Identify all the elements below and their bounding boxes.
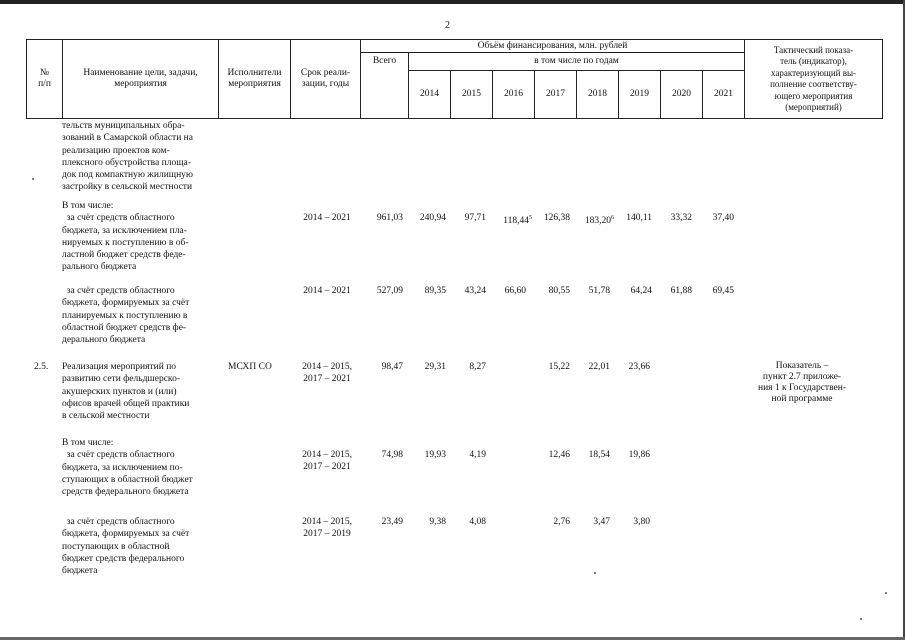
- row-2016: 118,44$^5$: [503, 215, 532, 227]
- row-2019: 3,80: [633, 517, 650, 527]
- row-text: за счёт средств областного бюджета, формируемых за счёт поступающих в областной бюджет средств федерального бюджета: [62, 517, 190, 577]
- row-2016: 66,60: [504, 286, 526, 296]
- scan-top-edge: [0, 0, 905, 4]
- row-2017: 2,76: [553, 517, 570, 527]
- header-year: 2021: [703, 71, 745, 119]
- row-2021: 37,40: [712, 213, 734, 223]
- header-year: 2019: [619, 71, 661, 119]
- row-2019: 19,86: [628, 450, 650, 460]
- row-total: 74,98: [381, 450, 403, 460]
- scan-speck: [32, 178, 34, 180]
- row-2014: 9,38: [429, 517, 446, 527]
- header-year: 2020: [661, 71, 703, 119]
- row-2019: 64,24: [630, 286, 652, 296]
- row-2019: 23,66: [628, 362, 650, 372]
- scan-speck: [594, 572, 596, 574]
- row-2021: 69,45: [712, 286, 734, 296]
- header-num: № п/п: [27, 40, 63, 119]
- row-2017: 15,22: [548, 362, 570, 372]
- header-term: Срок реали- зации, годы: [291, 40, 361, 119]
- row-text: В том числе: за счёт средств областного бюджета, за исключением пла- нируемых к поступлению в об- ластной бюджет средств феде- рального бюджета: [62, 201, 189, 273]
- row-total: 527,09: [376, 286, 403, 296]
- row-term: 2014 – 2021: [303, 286, 351, 296]
- header-table: [26, 39, 883, 119]
- row-2019: 140,11: [626, 213, 652, 223]
- header-name: Наименование цели, задачи, мероприятия: [63, 40, 219, 119]
- row-total: 23,49: [381, 517, 403, 527]
- row-2015: 8,27: [469, 362, 486, 372]
- row-num: 2.5.: [34, 362, 49, 372]
- row-2018: 18,54: [588, 450, 610, 460]
- header-executors: Исполнители мероприятия: [219, 40, 291, 119]
- header-year: 2015: [451, 71, 493, 119]
- row-text: за счёт средств областного бюджета, формируемых за счёт планируемых к поступлению в областной бюджет средств фе- дерального бюджета: [62, 286, 190, 346]
- row-executor: МСХП СО: [228, 362, 272, 372]
- row-term: 2014 – 2015, 2017 – 2021: [302, 450, 352, 473]
- row-2017: 12,46: [548, 450, 570, 460]
- row-2018: 3,47: [593, 517, 610, 527]
- row-2015: 43,24: [464, 286, 486, 296]
- page-number: 2: [445, 20, 450, 31]
- header-by-years: в том числе по годам: [409, 53, 745, 71]
- row-total: 98,47: [381, 362, 403, 372]
- row-2018: 183,20$^6$: [584, 215, 614, 227]
- row-term: 2014 – 2021: [303, 213, 351, 223]
- row-term: 2014 – 2015, 2017 – 2019: [302, 517, 352, 540]
- row-2020: 61,88: [670, 286, 692, 296]
- header-year: 2014: [409, 71, 451, 119]
- row-text: тельств муниципальных обра- зований в Самарской области на реализацию проектов ком- плексного обустройства площа- док под компактную жилищную застройку в сельской местности: [62, 121, 194, 193]
- row-2014: 19,93: [424, 450, 446, 460]
- row-2020: 33,32: [670, 213, 692, 223]
- row-term: 2014 – 2015, 2017 – 2021: [302, 362, 352, 385]
- scan-speck: [860, 618, 862, 620]
- row-2018: 22,01: [588, 362, 610, 372]
- row-2014: 240,94: [419, 213, 446, 223]
- row-total: 961,03: [376, 213, 403, 223]
- row-2015: 4,19: [469, 450, 486, 460]
- header-indicator: Тактический показа- тель (индикатор), характеризующий вы- полнение соответству- ющего мероприятия (мероприятий): [745, 40, 883, 119]
- row-indicator: Показатель – пункт 2.7 приложе- ния 1 к Государствен- ной программе: [758, 361, 846, 404]
- row-2015: 97,71: [464, 213, 486, 223]
- header-year: 2017: [535, 71, 577, 119]
- row-2014: 89,35: [424, 286, 446, 296]
- header-year: 2016: [493, 71, 535, 119]
- header-funding: Объём финансирования, млн. рублей: [361, 40, 745, 53]
- row-2015: 4,08: [469, 517, 486, 527]
- header-total: Всего: [361, 53, 409, 119]
- row-2017: 80,55: [548, 286, 570, 296]
- row-2014: 29,31: [424, 362, 446, 372]
- header-year: 2018: [577, 71, 619, 119]
- row-text: Реализация мероприятий по развитию сети фельдшерско- акушерских пунктов и (или) офисов врачей общей практики в сельской местности: [62, 362, 190, 422]
- row-2017: 126,38: [543, 213, 570, 223]
- row-2018: 51,78: [588, 286, 610, 296]
- scan-speck: [885, 592, 887, 594]
- row-text: В том числе: за счёт средств областного бюджета, за исключением по- ступающих в областной бюджет средств федерального бюджета: [62, 438, 193, 498]
